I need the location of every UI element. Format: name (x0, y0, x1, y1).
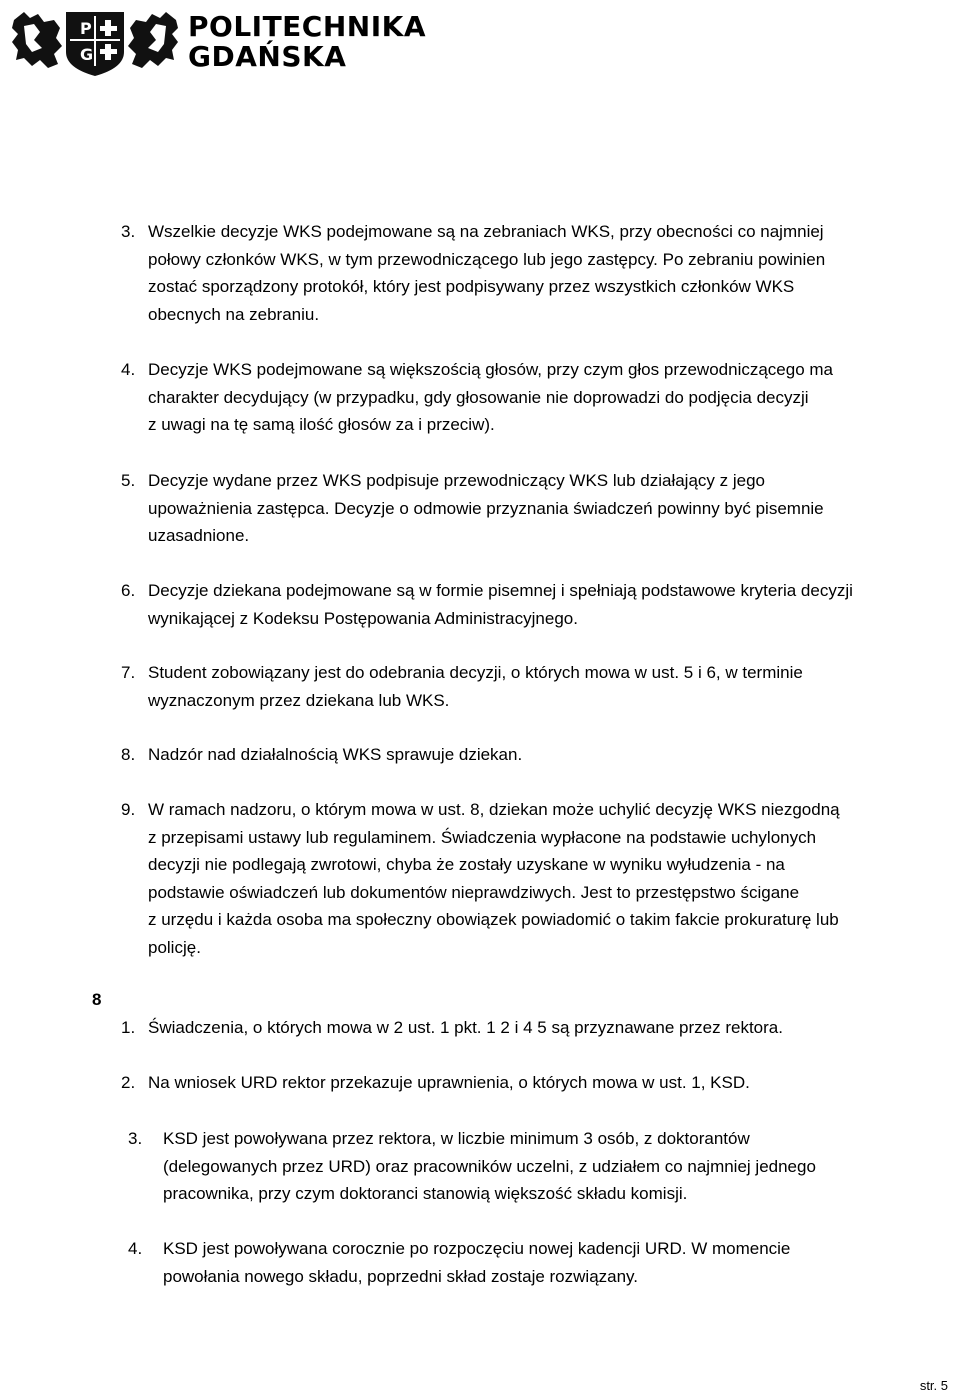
text-line: z uwagi na tę samą ilość głosów za i przeciw). (148, 415, 495, 435)
text-line: Świadczenia, o których mowa w 2 ust. 1 pkt. 1 2 i 4 5 są przyznawane przez rektora. (148, 1018, 783, 1037)
text-line: policję. (148, 937, 201, 957)
university-crest-icon (10, 6, 180, 78)
list-item-number: 3. (121, 222, 136, 241)
text-line: charakter decydujący (w przypadku, gdy głosowanie nie doprowadzi do podjęcia decyzji (148, 387, 809, 407)
text-line: Decyzje WKS podejmowane są większością głosów, przy czym głos przewodniczącego ma (148, 360, 834, 379)
shield-letter-g: G (80, 45, 94, 64)
list-item-text (148, 659, 803, 714)
list-item-text (148, 796, 840, 962)
list-item-number: 4. (121, 360, 136, 379)
list-item-text (148, 1069, 750, 1097)
page-number: str. 5 (919, 1378, 948, 1393)
text-line: pracownika, przy czym doktoranci stanowią większość składu komisji. (163, 1184, 688, 1204)
list-item-text (148, 467, 824, 550)
list-item-number: 3. (128, 1129, 143, 1148)
text-line: obecnych na zebraniu. (148, 304, 320, 324)
list-item-number: 5. (121, 471, 136, 490)
text-line: wynikającej z Kodeksu Postępowania Administracyjnego. (148, 608, 578, 628)
list-item-number: 4. (128, 1239, 143, 1258)
list-item-number: 1. (121, 1018, 136, 1037)
text-line: KSD jest powoływana corocznie po rozpoczęciu nowej kadencji URD. W momencie (163, 1239, 791, 1258)
list-item-text (148, 741, 522, 769)
university-name (188, 12, 426, 72)
list-item-text (148, 218, 825, 328)
text-line: wyznaczonym przez dziekana lub WKS. (148, 690, 450, 710)
logo-line-1: POLITECHNIKA (188, 10, 427, 43)
text-line: z przepisami ustawy lub regulaminem. Świadczenia wypłacone na podstawie uchylonych (148, 827, 817, 847)
text-line: Student zobowiązany jest do odebrania decyzji, o których mowa w ust. 5 i 6, w terminie (148, 663, 803, 682)
text-line: połowy członków WKS, w tym przewodniczącego lub jego zastępcy. Po zebraniu powinien (148, 249, 826, 269)
text-line: Wszelkie decyzje WKS podejmowane są na zebraniach WKS, przy obecności co najmniej (148, 222, 824, 241)
text-line: uzasadnione. (148, 526, 250, 546)
list-item-number: 9. (121, 800, 136, 819)
list-item-number: 6. (121, 581, 136, 600)
text-line: Na wniosek URD rektor przekazuje uprawnienia, o których mowa w ust. 1, KSD. (148, 1073, 750, 1092)
shield-letter-p: P (80, 19, 92, 38)
text-line: Nadzór nad działalnością WKS sprawuje dziekan. (148, 745, 523, 764)
text-line: powołania nowego składu, poprzedni skład zostaje rozwiązany. (163, 1266, 639, 1286)
section-number: 8 (92, 990, 102, 1009)
text-line: zostać sporządzony protokół, który jest podpisywany przez wszystkich członków WKS (148, 277, 795, 297)
list-item-text (148, 577, 853, 632)
text-line: W ramach nadzoru, o którym mowa w ust. 8, dziekan może uchylić decyzję WKS niezgodną (148, 800, 840, 819)
text-line: podstawie oświadczeń lub dokumentów nieprawdziwych. Jest to przestępstwo ścigane (148, 882, 800, 902)
text-line: decyzji nie podlegają zwrotowi, chyba że zostały uzyskane w wyniku wyłudzenia - na (148, 855, 785, 875)
header (10, 6, 430, 76)
list-item-number: 8. (121, 745, 136, 764)
logo-line-2: GDAŃSKA (188, 40, 347, 73)
text-line: Decyzje wydane przez WKS podpisuje przewodniczący WKS lub działający z jego (148, 471, 766, 490)
list-item-text (148, 356, 833, 439)
text-line: z urzędu i każda osoba ma społeczny obowiązek powiadomić o takim fakcie prokuraturę lub (148, 910, 839, 930)
text-line: (delegowanych przez URD) oraz pracowników uczelni, z udziałem co najmniej jednego (163, 1156, 816, 1176)
text-line: KSD jest powoływana przez rektora, w liczbie minimum 3 osób, z doktorantów (163, 1129, 750, 1148)
text-line: Decyzje dziekana podejmowane są w formie pisemnej i spełniają podstawowe kryteria decyzji (148, 581, 853, 600)
section-heading (92, 990, 101, 1010)
list-item-number: 7. (121, 663, 136, 682)
text-line: upoważnienia zastępca. Decyzje o odmowie przyznania świadczeń powinny być pisemnie (148, 498, 824, 518)
list-item-number: 2. (121, 1073, 136, 1092)
list-item-text (163, 1125, 816, 1208)
list-item-text (148, 1014, 783, 1042)
list-item-text (163, 1235, 790, 1290)
